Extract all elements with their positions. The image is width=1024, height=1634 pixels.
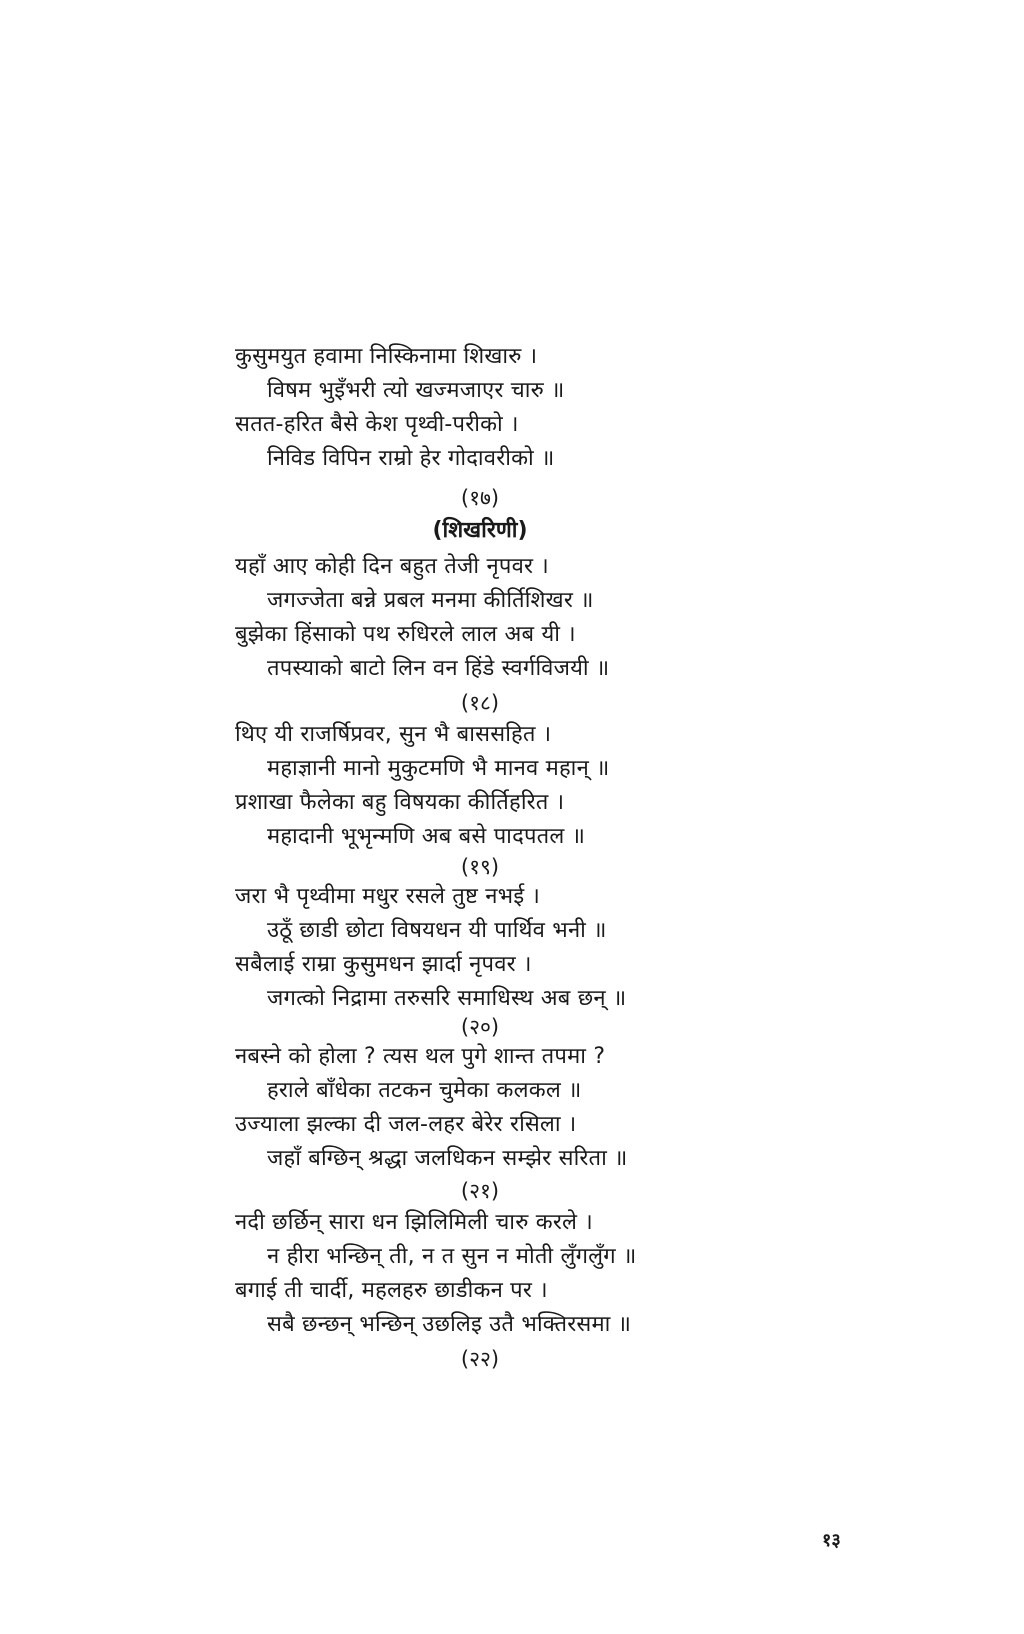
verse-line: जगत्को निद्रामा तरुसरि समाधिस्थ अब छन् ॥ bbox=[267, 986, 627, 1011]
verse-line: जगज्जेता बन्ने प्रबल मनमा कीर्तिशिखर ॥ bbox=[267, 588, 594, 613]
verse-line: तपस्याको बाटो लिन वन हिंडे स्वर्गविजयी ॥ bbox=[267, 656, 610, 681]
stanza-number: (२०) bbox=[460, 1015, 500, 1039]
verse-line: बगाई ती चार्दी, महलहरु छाडीकन पर । bbox=[235, 1278, 548, 1303]
verse-line: हराले बाँधेका तटकन चुमेका कलकल ॥ bbox=[267, 1078, 582, 1103]
stanza-1 bbox=[235, 340, 725, 476]
verse-line: न हीरा भन्छिन् ती, न त सुन न मोती लुँगलुँग ॥ bbox=[267, 1244, 637, 1269]
verse-line: महादानी भूभृन्मणि अब बसे पादपतल ॥ bbox=[267, 824, 586, 849]
verse-line: यहाँ आए कोही दिन बहुत तेजी नृपवर । bbox=[235, 554, 549, 579]
stanza-6 bbox=[235, 1206, 725, 1342]
verse-line: नबस्ने को होला ? त्यस थल पुगे शान्त तपमा ? bbox=[235, 1044, 606, 1069]
stanza-4 bbox=[235, 880, 725, 1016]
verse-line: नदी छर्छिन् सारा धन झिलिमिली चारु करले । bbox=[235, 1210, 593, 1235]
stanza-number: (२१) bbox=[460, 1179, 500, 1203]
stanza-number: (१८) bbox=[460, 691, 500, 715]
verse-line: निविड विपिन राम्रो हेर गोदावरीको ॥ bbox=[267, 446, 555, 471]
page-number: १३ bbox=[822, 1530, 841, 1551]
stanza-number: (१७) bbox=[460, 486, 500, 510]
verse-line: उज्याला झल्का दी जल-लहर बेरेर रसिला । bbox=[235, 1112, 577, 1137]
verse-line: जहाँ बग्छिन् श्रद्धा जलधिकन सम्झेर सरिता ॥ bbox=[267, 1146, 628, 1171]
verse-line: सबै छन्छन् भन्छिन् उछलिइ उतै भक्तिरसमा ॥ bbox=[267, 1312, 632, 1337]
verse-line: उठूँ छाडी छोटा विषयधन यी पार्थिव भनी ॥ bbox=[267, 918, 607, 943]
stanza-5 bbox=[235, 1040, 725, 1176]
stanza-3 bbox=[235, 718, 725, 854]
verse-line: बुझेका हिंसाको पथ रुधिरले लाल अब यी । bbox=[235, 622, 576, 647]
stanza-number: (२२) bbox=[460, 1347, 500, 1371]
verse-line: सतत-हरित बैसे केश पृथ्वी-परीको । bbox=[235, 412, 519, 437]
verse-line: सबैलाई राम्रा कुसुमधन झार्दा नृपवर । bbox=[235, 952, 532, 977]
stanza-number: (१९) bbox=[460, 855, 500, 879]
verse-line: विषम भुइँभरी त्यो खज्मजाएर चारु ॥ bbox=[267, 378, 565, 403]
stanza-2 bbox=[235, 550, 725, 686]
verse-line: जरा भै पृथ्वीमा मधुर रसले तुष्ट नभई । bbox=[235, 884, 541, 909]
verse-line: थिए यी राजर्षिप्रवर, सुन भै बाससहित । bbox=[235, 722, 552, 747]
verse-line: प्रशाखा फैलेका बहु विषयका कीर्तिहरित । bbox=[235, 790, 565, 815]
verse-line: महाज्ञानी मानो मुकुटमणि भै मानव महान् ॥ bbox=[267, 756, 610, 781]
meter-heading: (शिखरिणी) bbox=[432, 518, 528, 543]
verse-line: कुसुमयुत हवामा निस्किनामा शिखारु । bbox=[235, 344, 538, 369]
